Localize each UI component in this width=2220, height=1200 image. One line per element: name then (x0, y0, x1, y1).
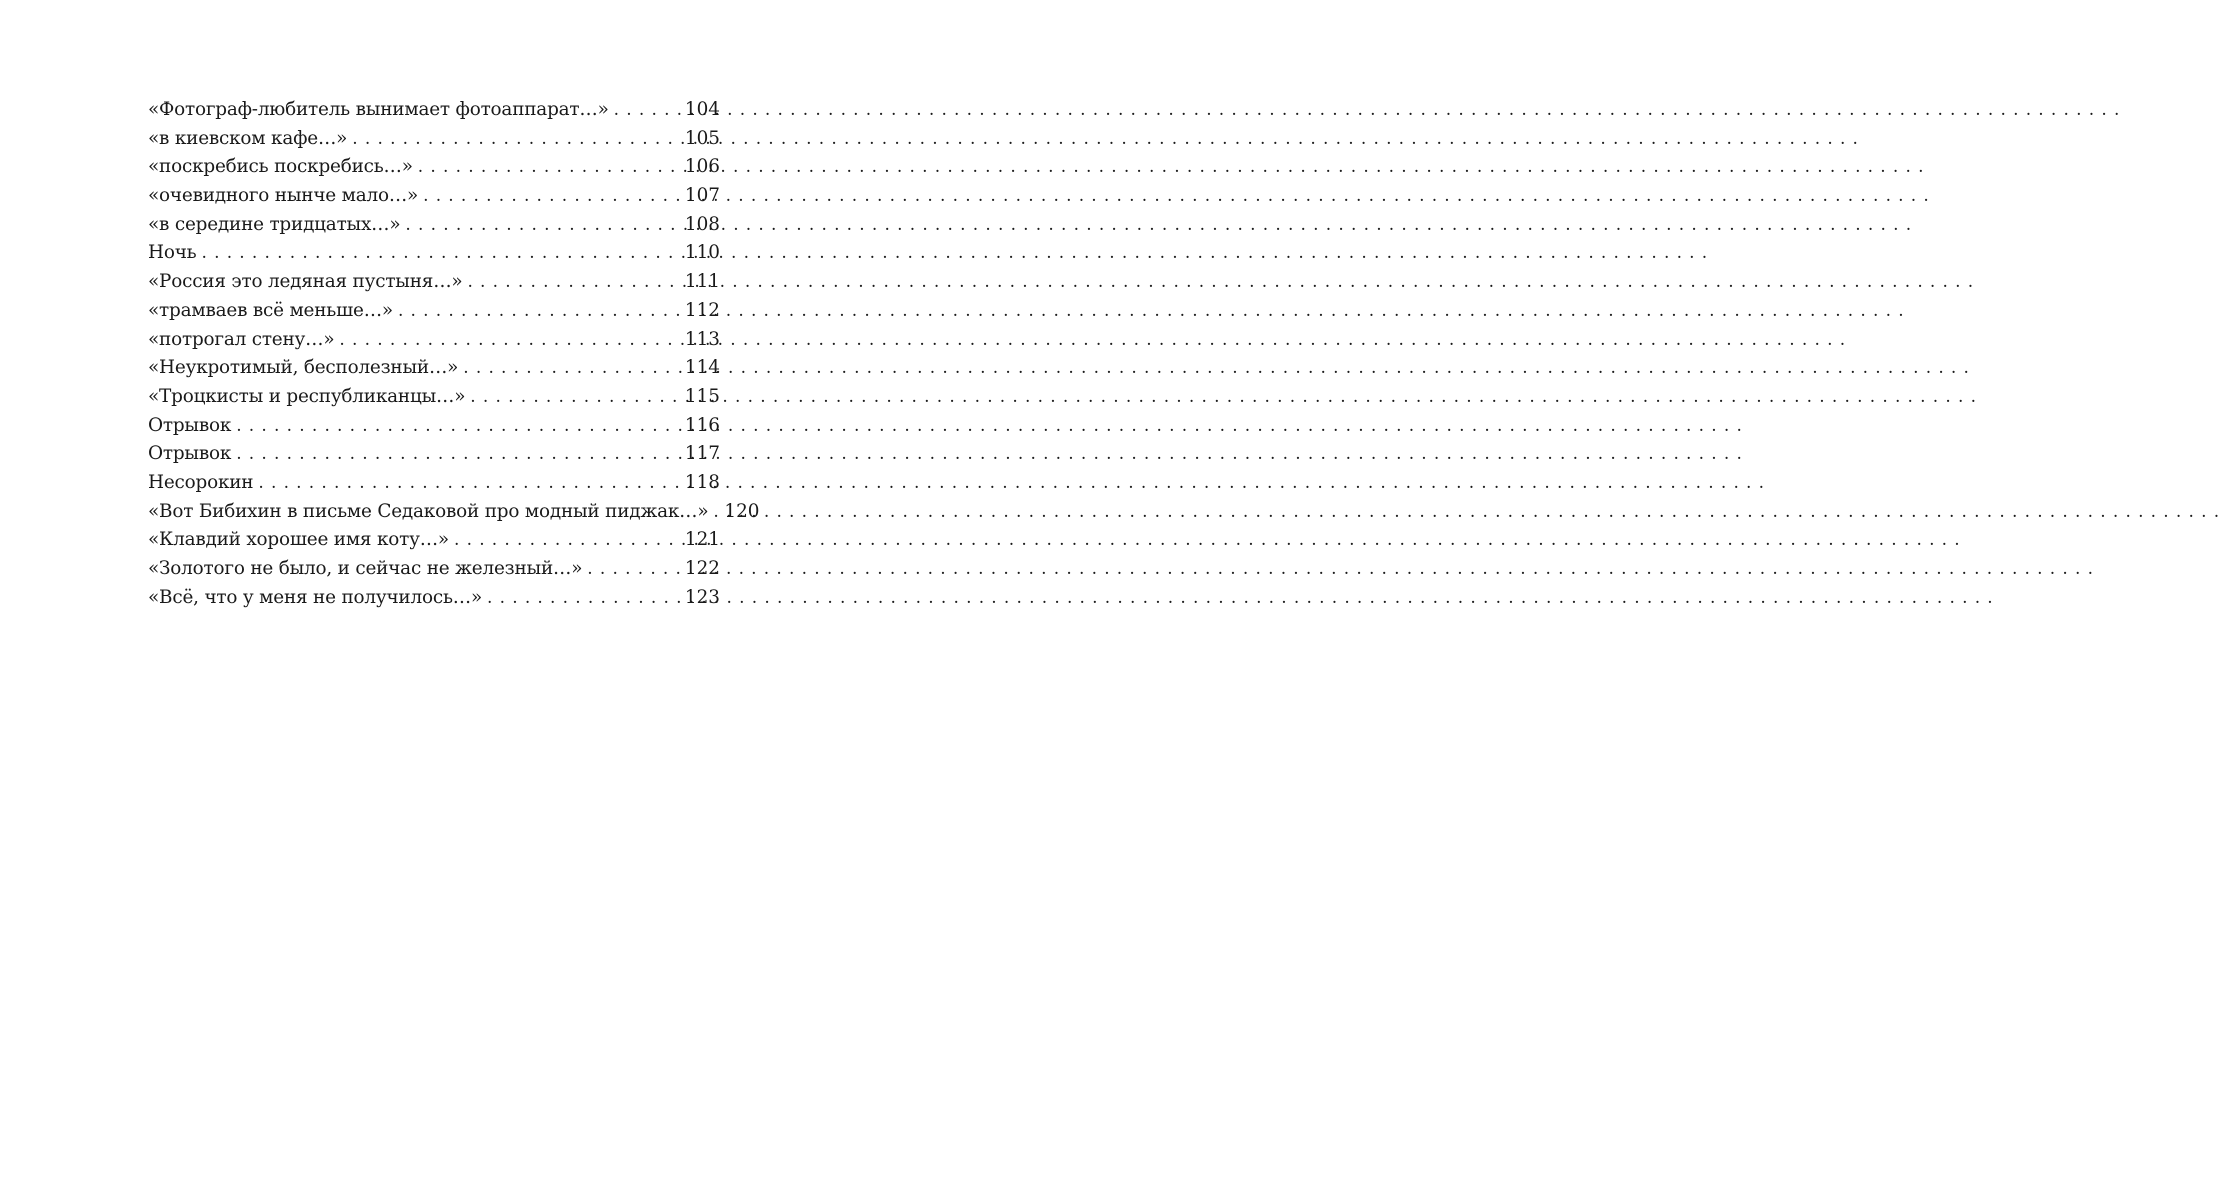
toc-entry-title: «Золотого не было, и сейчас не железный…» (148, 558, 583, 579)
toc-entry (148, 354, 720, 383)
toc-entry (148, 469, 720, 498)
toc-entry-title: «в киевском кафе…» (148, 127, 348, 149)
toc-entry-page: 106 (684, 156, 720, 178)
toc-entry (148, 211, 720, 240)
toc-entry-page: 117 (684, 443, 720, 465)
toc-entry (148, 584, 720, 613)
toc-dot-leader (339, 326, 679, 355)
toc-entry-page: 104 (684, 99, 720, 120)
toc-entry-title: «поскребись поскребись…» (148, 156, 413, 178)
toc-entry (148, 498, 760, 527)
toc-entry-page: 107 (684, 185, 720, 207)
toc-entry-page: 110 (684, 242, 720, 264)
toc-entry-page: 120 (724, 500, 760, 522)
toc-entry-title: «потрогал стену…» (148, 328, 335, 350)
toc-entry-title: Несорокин (148, 471, 254, 493)
toc-entry-title: «Вот Бибихин в письме Седаковой про модный пиджак…» (148, 500, 709, 522)
toc-entry-title: «Неукротимый, бесполезный…» (148, 357, 459, 379)
toc-entry (148, 555, 720, 584)
toc-entry-title: «Фотограф-любитель вынимает фотоаппарат…» (148, 99, 609, 120)
toc-entry (148, 153, 720, 182)
toc-entry-title: «Троцкисты и республиканцы…» (148, 385, 466, 407)
toc-entry-page: 116 (684, 414, 720, 436)
toc-dot-leader (418, 153, 680, 182)
toc-dot-leader (614, 96, 680, 125)
toc-entry-page: 118 (684, 471, 720, 493)
toc-dot-leader (467, 268, 679, 297)
toc-dot-leader (713, 498, 719, 527)
toc-entry-title: «Клавдий хорошее имя коту…» (148, 529, 449, 551)
toc-entry-page: 115 (684, 385, 720, 407)
toc-dot-leader (236, 440, 680, 469)
toc-entry-title: «Россия это ледяная пустыня…» (148, 271, 463, 293)
table-of-contents (148, 96, 760, 612)
toc-entry-page: 121 (684, 529, 720, 551)
toc-entry (148, 383, 720, 412)
toc-dot-leader (405, 211, 679, 240)
toc-entry-page: 112 (684, 299, 720, 321)
toc-entry-title: «трамваев всё меньше…» (148, 299, 393, 321)
toc-entry (148, 96, 720, 125)
toc-entry-title: «в середине тридцатых…» (148, 213, 401, 235)
toc-entry-title: Отрывок (148, 414, 232, 436)
toc-entry-page: 123 (684, 586, 720, 608)
toc-entry (148, 268, 720, 297)
toc-entry (148, 125, 720, 154)
toc-entry-title: «Всё, что у меня не получилось…» (148, 586, 482, 608)
toc-entry-page: 111 (684, 271, 720, 293)
toc-entry (148, 239, 720, 268)
toc-entry-title: Отрывок (148, 443, 232, 465)
toc-entry-page: 114 (684, 357, 720, 379)
toc-dot-leader (258, 469, 680, 498)
toc-entry (148, 526, 720, 555)
toc-dot-leader (487, 584, 680, 613)
toc-entry-title: «очевидного нынче мало…» (148, 185, 419, 207)
toc-entry (148, 297, 720, 326)
toc-dot-leader (423, 182, 680, 211)
toc-entry (148, 412, 720, 441)
toc-dot-leader (201, 239, 679, 268)
toc-entry (148, 440, 720, 469)
toc-dot-leader (398, 297, 680, 326)
toc-dot-leader (463, 354, 680, 383)
toc-dot-leader (454, 526, 680, 555)
toc-entry-page: 113 (684, 328, 720, 350)
toc-entry (148, 182, 720, 211)
toc-entry (148, 326, 720, 355)
toc-entry-page: 122 (684, 558, 720, 579)
toc-dot-leader (587, 555, 680, 584)
toc-entry-page: 108 (684, 213, 720, 235)
toc-dot-leader (352, 125, 680, 154)
toc-entry-page: 105 (684, 127, 720, 149)
toc-dot-leader (236, 412, 680, 441)
toc-dot-leader (470, 383, 680, 412)
toc-entry-title: Ночь (148, 242, 197, 264)
